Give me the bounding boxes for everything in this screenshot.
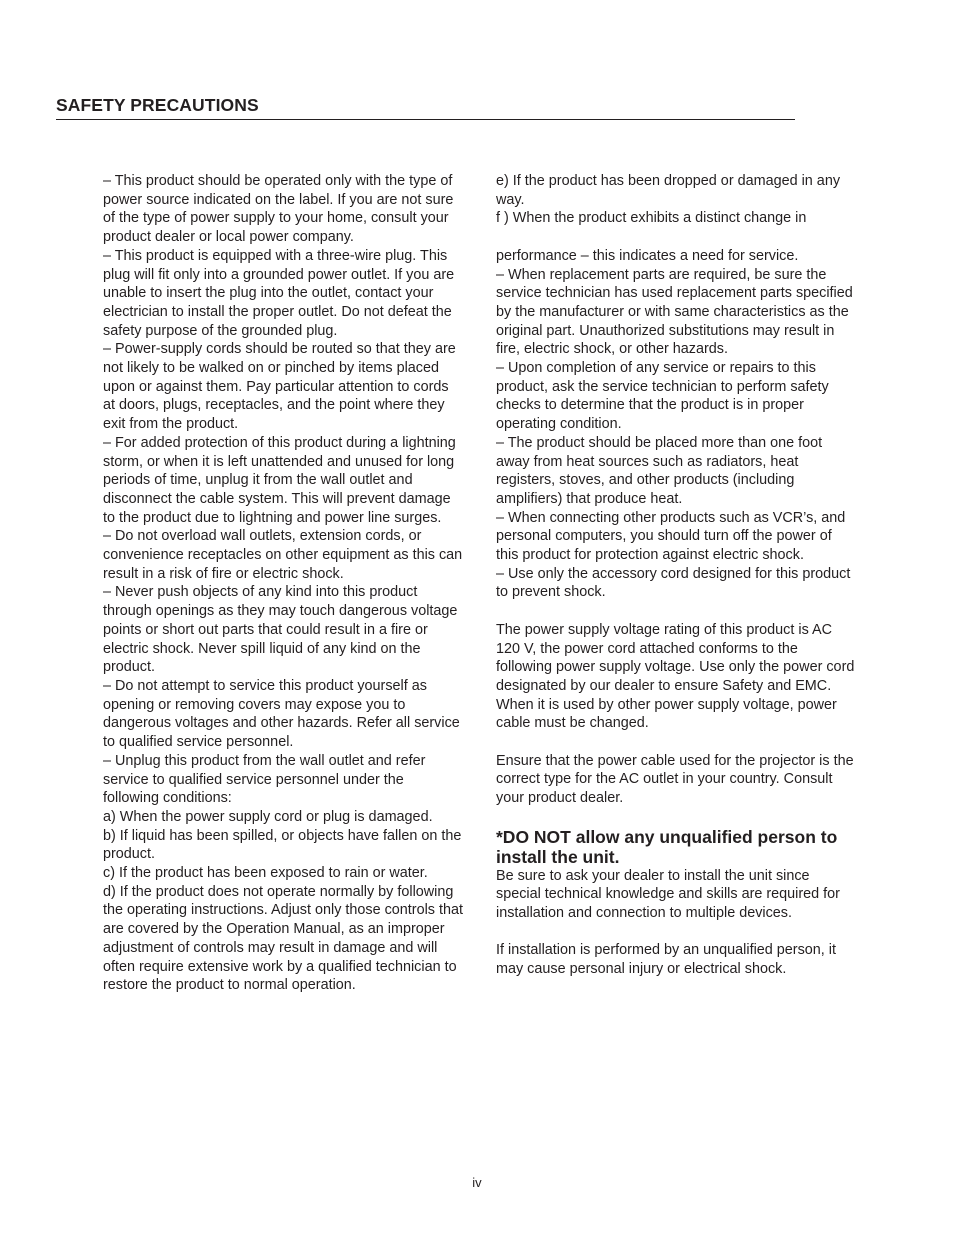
paragraph: If installation is performed by an unqualified person, it may cause personal injury or electrical shock. <box>496 942 836 978</box>
paragraph: b) If liquid has been spilled, or objects have fallen on the product. <box>103 827 462 863</box>
paragraph: – Never push objects of any kind into this product through openings as they may touch dangerous voltage points or short out parts that could result in a fire or electric shock. Never spill liquid of any kind on the product. <box>103 584 458 676</box>
spacer <box>496 923 856 942</box>
paragraph: performance – this indicates a need for service. <box>496 247 799 264</box>
spacer <box>496 733 856 752</box>
section-heading: *DO NOT allow any unqualified person to install the unit. <box>496 826 838 867</box>
paragraph: d) If the product does not operate normally by following the operating instructions. Adjust only those controls that are covered by the Operation Manual, as an improper adjustment of controls may result in damage and will often require extensive work by a qualified technician to restore the product to normal operation. <box>103 883 463 994</box>
paragraph: – Do not overload wall outlets, extension cords, or convenience receptacles on other equipment as this can result in a risk of fire or electric shock. <box>103 528 463 582</box>
paragraph: – Use only the accessory cord designed for this product to prevent shock. <box>496 565 851 601</box>
spacer <box>496 808 856 827</box>
paragraph: Ensure that the power cable used for the projector is the correct type for the AC outlet in your country. Consult your product dealer. <box>496 752 854 807</box>
paragraph: – Unplug this product from the wall outlet and refer service to qualified service personnel under the following conditions: <box>103 752 426 807</box>
paragraph: c) If the product has been exposed to rain or water. <box>103 865 428 882</box>
paragraph: – This product should be operated only with the type of power source indicated on the label. If you are not sure of the type of power supply to your home, consult your product dealer or local power company. <box>103 173 454 246</box>
page-header <box>56 94 795 120</box>
paragraph: e) If the product has been dropped or damaged in any way. <box>496 173 841 208</box>
paragraph: – When replacement parts are required, be sure the service technician has used replacement parts specified by the manufacturer or with same characteristics as the original part. Unauthorized substitutions may result in fire, electric shock, or other hazards. <box>496 266 853 358</box>
paragraph: f ) When the product exhibits a distinct change in <box>496 210 807 227</box>
right-column <box>496 172 856 979</box>
paragraph: Be sure to ask your dealer to install the unit since special technical knowledge and skills are required for installation and connection to multiple devices. <box>496 867 840 921</box>
spacer <box>496 228 856 247</box>
left-column <box>103 172 463 995</box>
paragraph: – Upon completion of any service or repairs to this product, ask the service technician to perform safety checks to determine that the product is in proper operating condition. <box>496 360 829 433</box>
paragraph: – The product should be placed more than one foot away from heat sources such as radiators, heat registers, stoves, and other products (including amplifiers) that produce heat. <box>496 434 823 507</box>
paragraph: – Do not attempt to service this product yourself as opening or removing covers may expose you to dangerous voltages and other hazards. Refer all service to qualified service personnel. <box>103 677 460 751</box>
paragraph: The power supply voltage rating of this product is AC 120 V, the power cord attached conforms to the following power supply voltage. Use only the power cord designated by our dealer to ensure Safety and EMC. When it is used by other power supply voltage, power cable must be changed. <box>496 621 855 732</box>
paragraph: – This product is equipped with a three-wire plug. This plug will fit only into a grounded power outlet. If you are unable to insert the plug into the outlet, contact your electrician to install the proper outlet. Do not defeat the safety purpose of the grounded plug. <box>103 247 455 339</box>
paragraph: – For added protection of this product during a lightning storm, or when it is left unattended and unused for long periods of time, unplug it from the wall outlet and disconnect the cable system. This will prevent damage to the product due to lightning and power line surges. <box>103 434 456 526</box>
paragraph: – Power-supply cords should be routed so that they are not likely to be walked on or pinched by items placed upon or against them. Pay particular attention to cords at doors, plugs, receptacles, and the point where they exit from the product. <box>103 341 456 433</box>
page-title: SAFETY PRECAUTIONS <box>56 95 259 115</box>
paragraph: – When connecting other products such as VCR’s, and personal computers, you should turn off the power of this product for protection against electric shock. <box>496 509 846 564</box>
paragraph: a) When the power supply cord or plug is damaged. <box>103 808 433 825</box>
page-number: iv <box>472 1175 482 1190</box>
spacer <box>496 602 856 621</box>
